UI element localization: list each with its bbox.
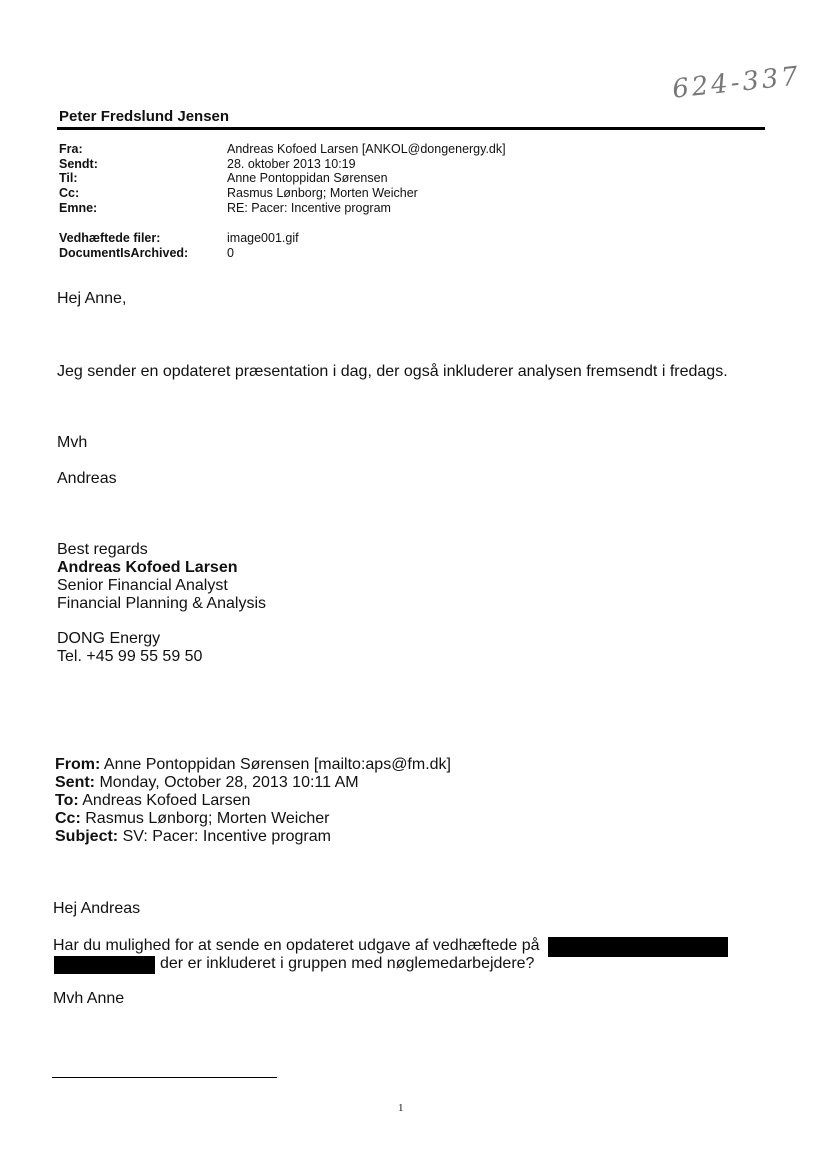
original-to-label: To: [55,792,79,809]
reply-closing: Mvh [57,434,88,451]
reply-body: Jeg sender en opdateret præsentation i dag, der også inkluderer analysen fremsendt i fredags. [57,363,728,380]
original-subject-value: SV: Pacer: Incentive program [122,828,331,845]
reply-greeting: Hej Anne, [57,290,127,307]
redaction-block [548,937,728,957]
header-value: image001.gif [227,231,299,245]
original-body-line1: Har du mulighed for at sende en opdateret udgave af vedhæftede på [53,937,540,954]
header-value: Andreas Kofoed Larsen [ANKOL@dongenergy.dk] [227,142,506,156]
original-sent [55,774,359,792]
header-label: Vedhæftede filer: [59,231,161,245]
original-sent-label: Sent: [55,774,95,791]
signature-title: Senior Financial Analyst [57,577,228,594]
signature-regards: Best regards [57,541,148,558]
signature-name: Andreas Kofoed Larsen [57,559,238,576]
title-divider [57,127,765,130]
signature-company: DONG Energy [57,630,161,647]
header-label: Sendt: [59,157,98,171]
header-value: 0 [227,246,234,260]
original-from-value: Anne Pontoppidan Sørensen [mailto:aps@fm.dk] [103,756,451,773]
original-to-value: Andreas Kofoed Larsen [82,792,251,809]
reply-name: Andreas [57,470,117,487]
original-closing: Mvh Anne [53,990,125,1007]
original-from-label: From: [55,756,101,773]
original-subject [55,828,331,846]
header-label: Emne: [59,201,98,215]
header-label: Fra: [59,142,83,156]
original-cc-label: Cc: [55,810,81,827]
page-title: Peter Fredslund Jensen [59,108,230,125]
original-body-line2: der er inkluderet i gruppen med nøglemedarbejdere? [160,955,535,972]
header-value: Anne Pontoppidan Sørensen [227,171,388,185]
header-value: RE: Pacer: Incentive program [227,201,391,215]
original-subject-label: Subject: [55,828,119,845]
original-cc-value: Rasmus Lønborg; Morten Weicher [85,810,330,827]
page-number: 1 [398,1102,404,1114]
header-label: Til: [59,171,78,185]
footnote-divider [52,1077,277,1078]
original-to [55,792,250,810]
original-sent-value: Monday, October 28, 2013 10:11 AM [99,774,359,791]
signature-department: Financial Planning & Analysis [57,595,267,612]
header-label: Cc: [59,186,80,200]
original-cc [55,810,329,828]
original-from [55,756,451,774]
handwritten-note: 624-337 [670,61,803,105]
header-value: Rasmus Lønborg; Morten Weicher [227,186,418,200]
header-label: DocumentIsArchived: [59,246,189,260]
redaction-block [54,956,155,974]
original-greeting: Hej Andreas [53,900,141,917]
header-value: 28. oktober 2013 10:19 [227,157,356,171]
signature-phone: Tel. +45 99 55 59 50 [57,648,203,665]
